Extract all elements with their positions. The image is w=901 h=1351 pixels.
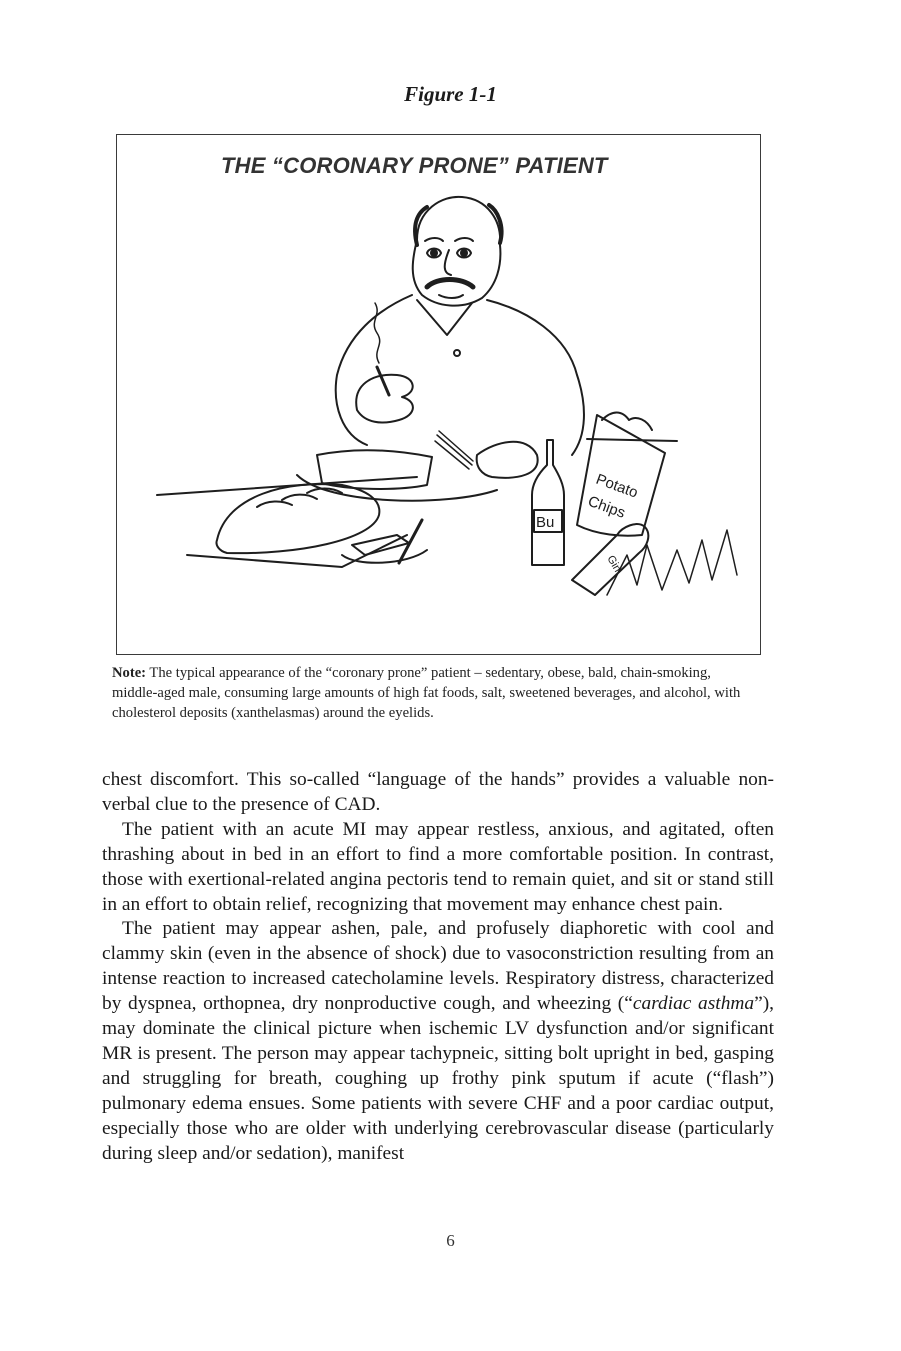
smoke — [374, 303, 379, 363]
page-number: 6 — [446, 1231, 455, 1250]
brows — [425, 238, 473, 241]
chips-label-line2: Chips — [585, 492, 628, 522]
paragraph-3 — [102, 917, 774, 1166]
figure-label: Figure 1-1 — [404, 82, 497, 106]
mustache — [427, 280, 473, 288]
beer-bottle-label: Bu — [536, 514, 555, 531]
paragraph-3-part-a: The patient may appear ashen, pale, and profusely diaphoretic with cool and clammy skin (even in the absence of shock) due to vasoconstriction resulting from an intense reaction to increased catecholamine levels. Respiratory distress, characterized by dyspnea, orthopnea, dry nonproductive cough, and wheezing (“ — [102, 918, 774, 1015]
caption-text: The typical appearance of the “coronary prone” patient – sedentary, obese, bald, chain-smoking, middle-aged male, consuming large amounts of high fat foods, salt, sweetened beverages, and alcohol, with cholesterol deposits (xanthelasmas) around the eyelids. — [112, 665, 741, 721]
paragraph-3-italic: cardiac asthma — [632, 993, 755, 1015]
right-hand — [477, 442, 538, 478]
butter-dish — [342, 535, 427, 563]
figure-caption — [112, 663, 752, 723]
paragraph-1: chest discomfort. This so-called “language of the hands” provides a valuable non-verbal clue to the presence of CAD. — [102, 769, 774, 815]
chips-label-line1: Potato — [593, 470, 641, 502]
paragraph-3-part-b: ”), may dominate the clinical picture when ischemic LV dysfunction and/or significant MR is present. The person may appear tachypneic, sitting bolt upright in bed, gasping and struggling for breath, coughing up frothy pink sputum if acute (“flash”) pulmonary edema ensues. Some patients with severe CHF and a poor cardiac output, especially those who are older with underlying cerebrovascular disease (particularly during sleep and/or sedation), manifest — [102, 993, 775, 1164]
artist-signature — [607, 530, 737, 595]
body-text — [102, 768, 774, 1167]
paragraph-2: The patient with an acute MI may appear restless, anxious, and agitated, often thrashing about in bed in an effort to find a more comfortable position. In contrast, those with exertional-related angina pectoris tend to remain quiet, and sit or stand still in an effort to obtain relief, recognizing that movement may enhance chest pain. — [102, 818, 774, 915]
fork — [435, 431, 473, 469]
figure-frame — [116, 134, 761, 655]
coronary-prone-patient-illustration — [117, 135, 762, 656]
mouth — [439, 295, 463, 298]
head-outline — [413, 197, 501, 306]
nose — [445, 250, 451, 275]
cigarette — [377, 367, 389, 395]
knife — [399, 520, 422, 563]
liquor-label: Gin — [604, 553, 624, 575]
caption-lead: Note: — [112, 665, 147, 681]
figure-title: THE “CORONARY PRONE” PATIENT — [221, 153, 608, 178]
